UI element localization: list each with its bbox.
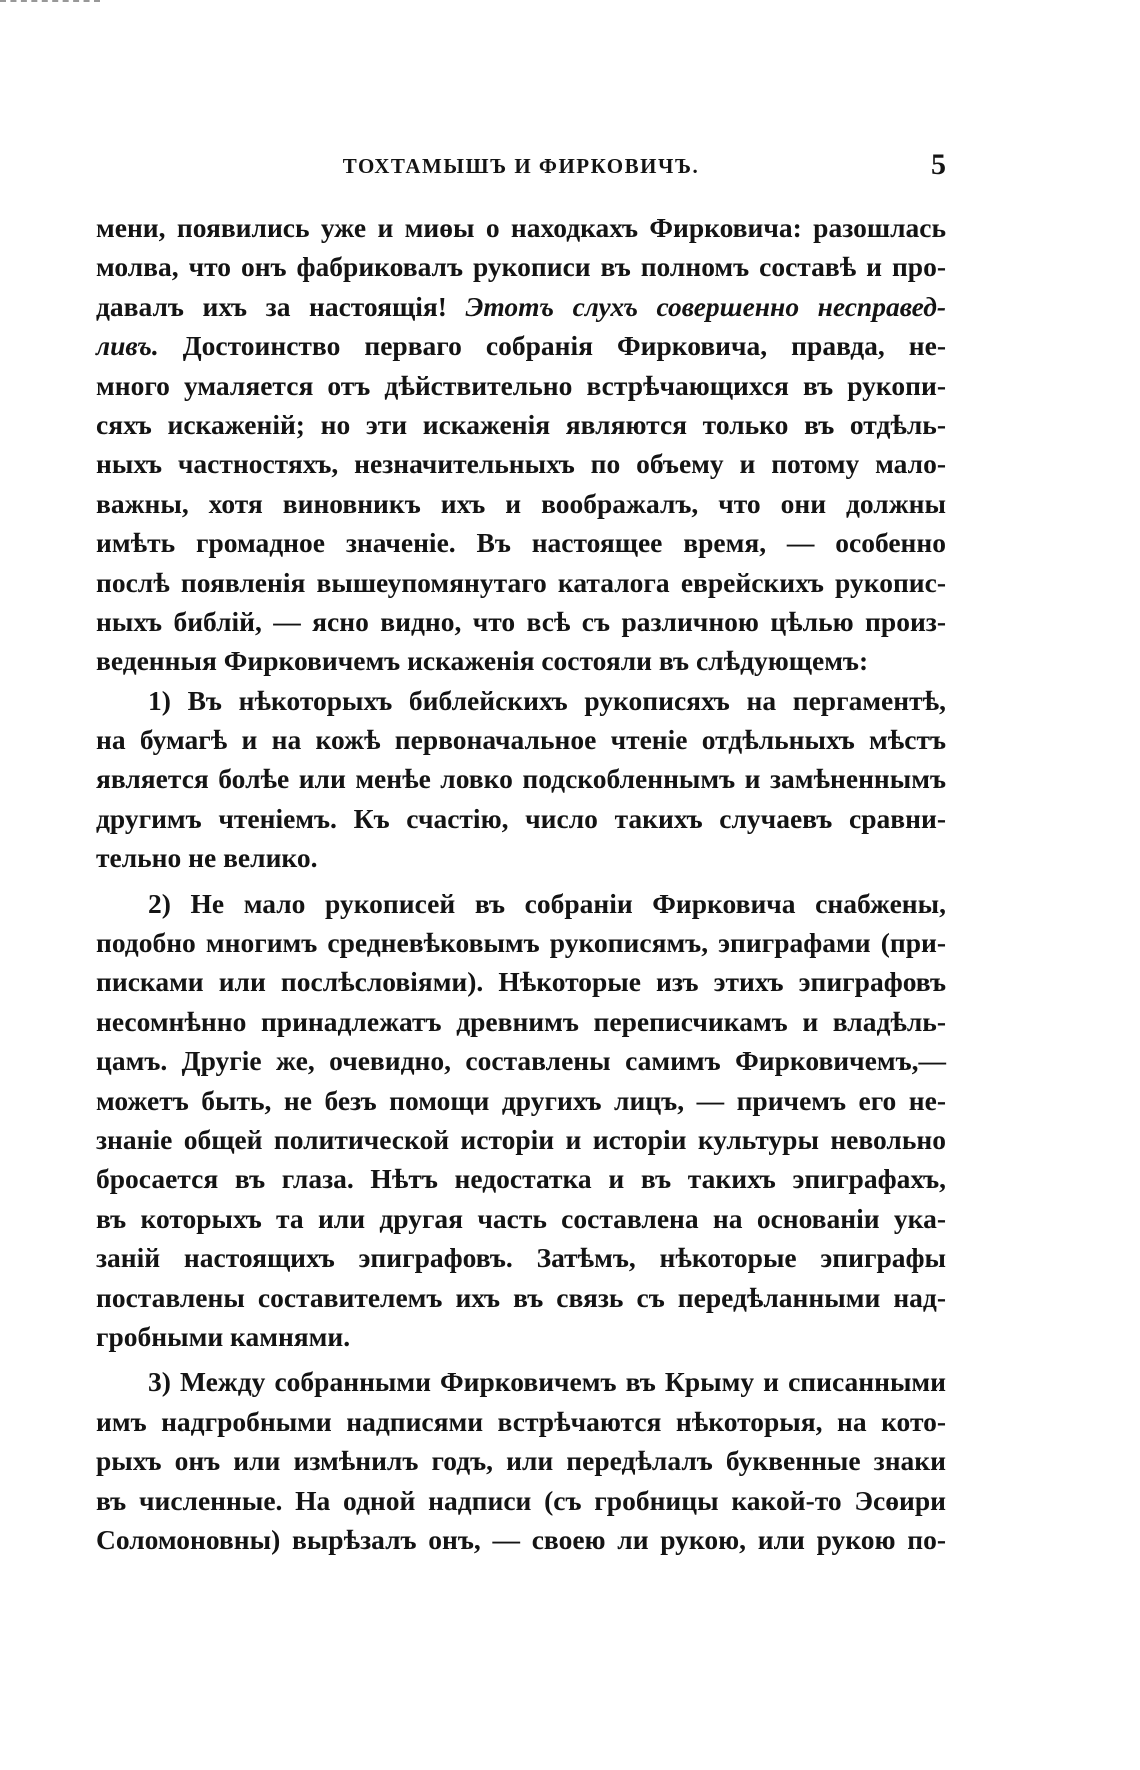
text-line: цамъ. Другіе же, очевидно, составлены самимъ Фирковичемъ,— [96, 1045, 946, 1077]
text-line [96, 326, 946, 365]
text-line: молва, что онъ фабриковалъ рукописи въ полномъ составѣ и про- [96, 251, 946, 283]
italic-emphasis: ливъ. [96, 330, 159, 362]
text-line: Соломоновны) вырѣзалъ онъ, — своею ли рукою, или рукою по- [96, 1523, 946, 1555]
italic-emphasis: Этотъ слухъ совершенно несправед- [465, 290, 946, 322]
text-line: ныхъ библій, — ясно видно, что всѣ съ различною цѣлью произ- [96, 605, 946, 637]
body-text [96, 208, 946, 1559]
text-line: много умаляется отъ дѣйствительно встрѣчающихся въ рукопи- [96, 369, 946, 401]
text-line: является болѣе или менѣе ловко подскобленнымъ и замѣненнымъ [96, 763, 946, 795]
text-line: несомнѣнно принадлежатъ древнимъ переписчикамъ и владѣль- [96, 1005, 946, 1037]
text-line: поставлены составителемъ ихъ въ связь съ передѣланными над- [96, 1281, 946, 1313]
text-line: другимъ чтеніемъ. Къ счастію, число такихъ случаевъ сравни- [96, 802, 946, 834]
text-line [96, 287, 946, 326]
text-fragment: Достоинство перваго собранія Фирковича, правда, не- [182, 330, 946, 362]
text-fragment: давалъ ихъ за настоящія! [96, 290, 447, 322]
text-line: рыхъ онъ или измѣнилъ годъ, или передѣлалъ буквенные знаки [96, 1445, 946, 1477]
text-line: заній настоящихъ эпиграфовъ. Затѣмъ, нѣкоторые эпиграфы [96, 1242, 946, 1274]
text-line: 3) Между собранными Фирковичемъ въ Крыму и списанными [148, 1366, 946, 1398]
running-title: ТОХТАМЫШЪ И ФИРКОВИЧЪ. [342, 154, 700, 178]
text-line: 1) Въ нѣкоторыхъ библейскихъ рукописяхъ на пергаментѣ, [148, 684, 946, 716]
text-line: на бумагѣ и на кожѣ первоначальное чтеніе отдѣльныхъ мѣстъ [96, 724, 946, 756]
text-line: 2) Не мало рукописей въ собраніи Фирковича снабжены, [148, 887, 946, 919]
text-line: имъ надгробными надписями встрѣчаются нѣкоторыя, на кото- [96, 1405, 946, 1437]
text-line: въ которыхъ та или другая часть составлена на основаніи ука- [96, 1202, 946, 1234]
text-line: веденныя Фирковичемъ искаженія состояли въ слѣдующемъ: [96, 645, 869, 677]
text-line: гробными камнями. [96, 1320, 351, 1352]
text-line: знаніе общей политической исторіи и исторіи культуры невольно [96, 1123, 946, 1155]
text-line: можетъ быть, не безъ помощи другихъ лицъ, — причемъ его не- [96, 1084, 946, 1116]
text-line: бросается въ глаза. Нѣтъ недостатка и въ такихъ эпиграфахъ, [96, 1163, 946, 1195]
text-line: послѣ появленія вышеупомянутаго каталога еврейскихъ рукопис- [96, 566, 946, 598]
text-line: писками или послѣсловіями). Нѣкоторые изъ этихъ эпиграфовъ [96, 966, 946, 998]
running-header [96, 148, 946, 188]
text-line: въ численные. На одной надписи (съ гробницы какой-то Эсөири [96, 1484, 946, 1516]
text-line: имѣть громадное значеніе. Въ настоящее время, — особенно [96, 527, 946, 559]
text-line: сяхъ искаженій; но эти искаженія являются только въ отдѣль- [96, 408, 946, 440]
text-line: тельно не велико. [96, 842, 318, 874]
scan-artifact [0, 0, 100, 16]
text-line: мени, появились уже и миөы о находкахъ Фирковича: разошлась [96, 212, 946, 243]
text-line: ныхъ частностяхъ, незначительныхъ по объему и потому мало- [96, 448, 946, 480]
text-line: важны, хотя виновникъ ихъ и воображалъ, что они должны [96, 487, 946, 519]
text-line: подобно многимъ средневѣковымъ рукописямъ, эпиграфами (при- [96, 927, 946, 959]
page-number: 5 [931, 148, 946, 181]
